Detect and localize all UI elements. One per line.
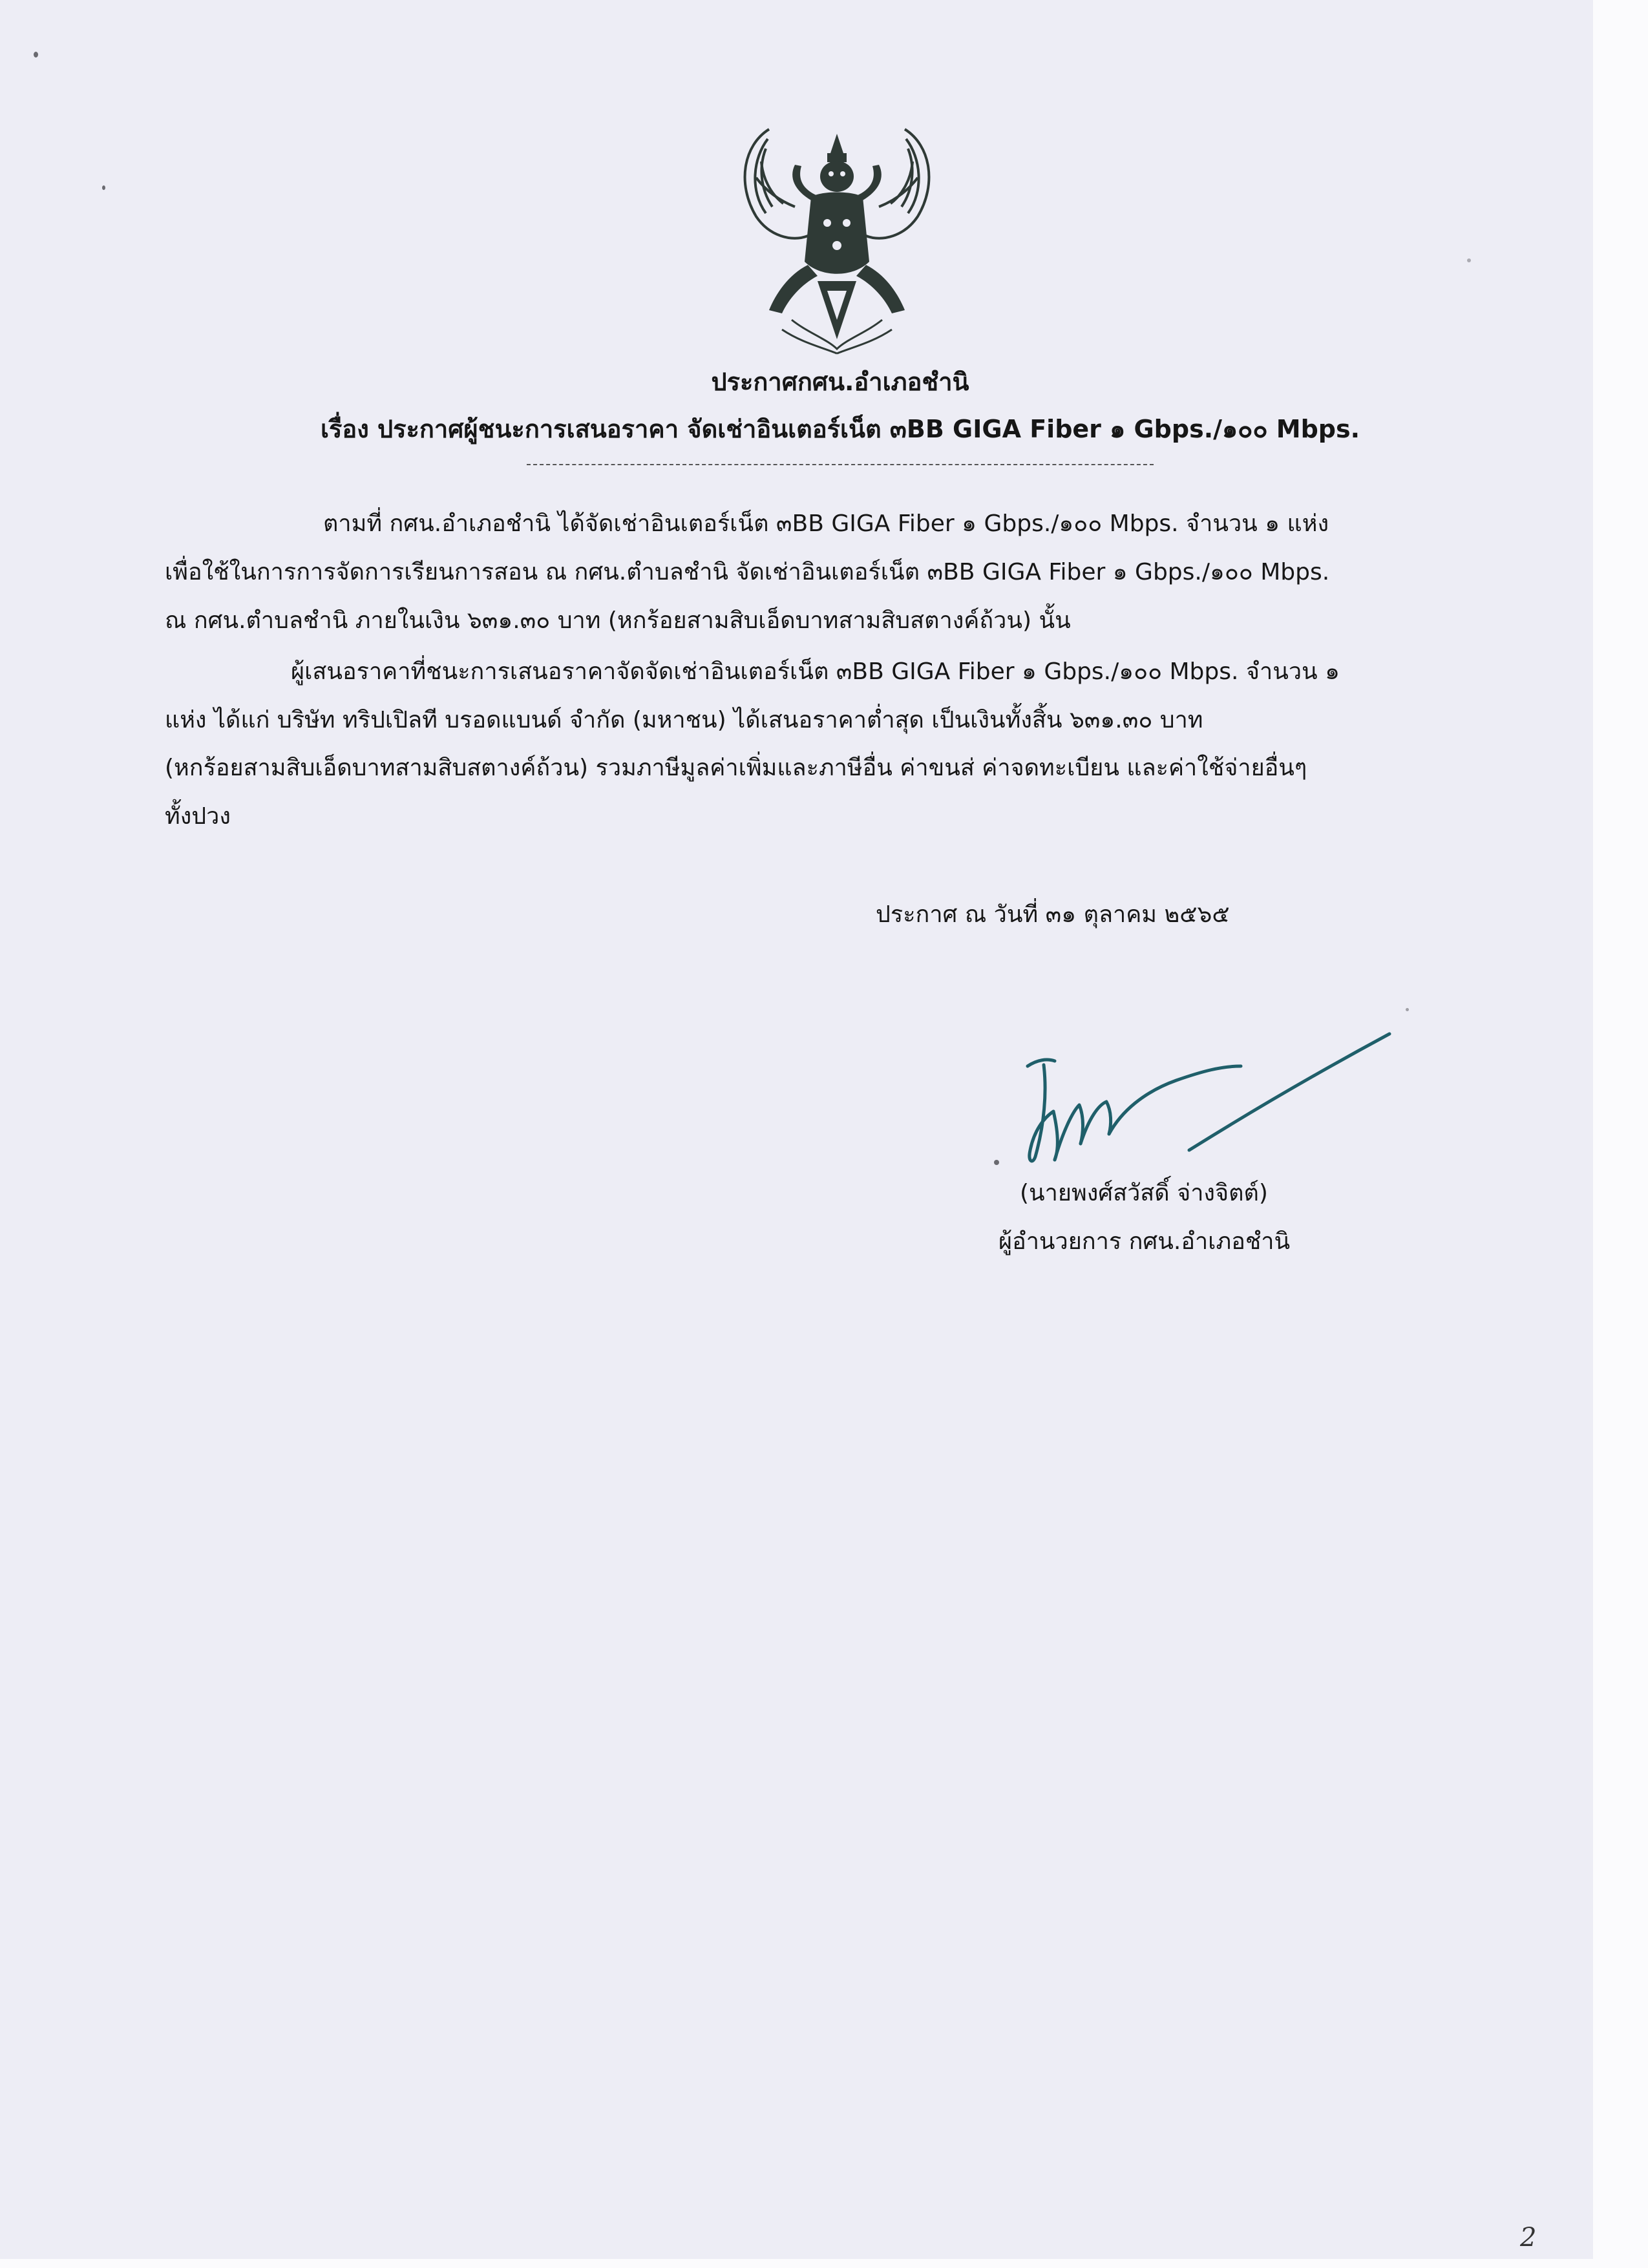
page-number: 2 — [1520, 2223, 1537, 2252]
paragraph-2-line-1: ผู้เสนอราคาที่ชนะการเสนอราคาจัดจัดเช่าอินเตอร์เน็ต ๓BB GIGA Fiber ๑ Gbps./๑๐๐ Mbps. จำนวน ๑ — [291, 658, 1340, 685]
scan-speck — [102, 185, 105, 190]
garuda-emblem-icon — [730, 126, 944, 355]
paragraph-1-line-1: ตามที่ กศน.อำเภอชำนิ ได้จัดเช่าอินเตอร์เน็ต ๓BB GIGA Fiber ๑ Gbps./๑๐๐ Mbps. จำนวน ๑ แห่ง — [323, 510, 1329, 537]
scan-speck — [1406, 1008, 1409, 1011]
scan-speck — [34, 52, 38, 58]
signer-position: ผู้อำนวยการ กศน.อำเภอชำนิ — [998, 1228, 1291, 1255]
announcement-date: ประกาศ ณ วันที่ ๓๑ ตุลาคม ๒๕๖๕ — [876, 901, 1230, 928]
document-subject: เรื่อง ประกาศผู้ชนะการเสนอราคา จัดเช่าอินเตอร์เน็ต ๓BB GIGA Fiber ๑ Gbps./๑๐๐ Mbps. — [320, 415, 1360, 443]
scan-margin-right — [1593, 0, 1648, 2268]
scan-speck — [1467, 258, 1471, 262]
paragraph-2-line-2: แห่ง ได้แก่ บริษัท ทริปเปิลที บรอดแบนด์ จำกัด (มหาชน) ได้เสนอราคาต่ำสุด เป็นเงินทั้งสิ้น ๖๓๑.๓๐ บาท — [165, 707, 1203, 733]
document-title: ประกาศกศน.อำเภอชำนิ — [711, 368, 969, 396]
handwritten-signature — [982, 1021, 1396, 1182]
paragraph-2-line-4: ทั้งปวง — [165, 803, 231, 830]
title-divider — [527, 464, 1154, 465]
paragraph-1-line-2: เพื่อใช้ในการการจัดการเรียนการสอน ณ กศน.ตำบลชำนิ จัดเช่าอินเตอร์เน็ต ๓BB GIGA Fiber ๑ Gbps./๑๐๐ Mbps. — [165, 559, 1330, 585]
paragraph-2-line-3: (หกร้อยสามสิบเอ็ดบาทสามสิบสตางค์ถ้วน) รวมภาษีมูลค่าเพิ่มและภาษีอื่น ค่าขนส่ ค่าจดทะเบียน และค่าใช้จ่ายอื่นๆ — [165, 755, 1307, 781]
scan-margin-bottom — [0, 2259, 1593, 2268]
paragraph-1-line-3: ณ กศน.ตำบลชำนิ ภายในเงิน ๖๓๑.๓๐ บาท (หกร้อยสามสิบเอ็ดบาทสามสิบสตางค์ถ้วน) นั้น — [165, 607, 1071, 634]
signer-name: (นายพงศ์สวัสดิ์ จ่างจิตต์) — [1020, 1180, 1268, 1206]
